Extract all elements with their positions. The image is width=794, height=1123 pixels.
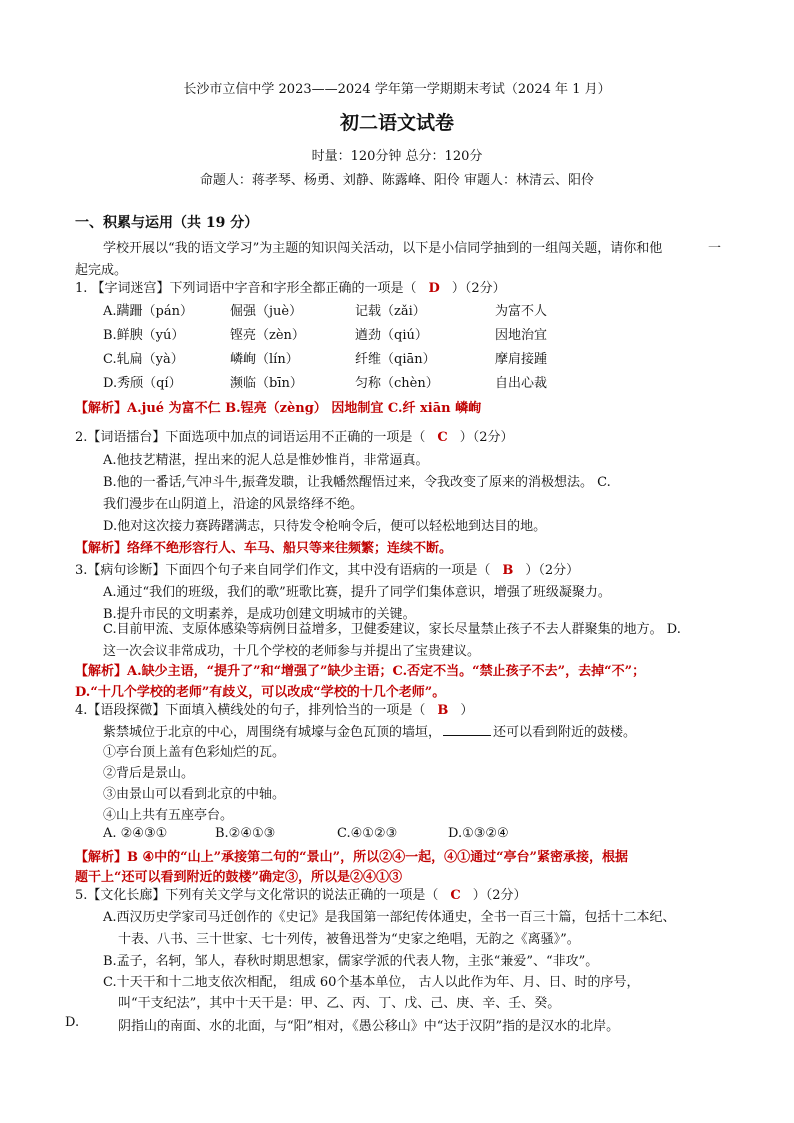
question-3-stem <box>75 559 579 578</box>
page-title: 初二语文试卷 <box>339 112 454 134</box>
question-4-analysis-2: 题干上“还可以看到附近的鼓楼”确定③，所以是②④①③ <box>75 870 402 885</box>
question-1-analysis: 【解析】A.jué 为富不仁 B.锃亮（zèng） 因地制宜 C.纤 xiān 嶙峋 <box>75 401 482 416</box>
section-intro-line1: 学校开展以“我的语文学习”为主题的知识闯关活动，以下是小信同学抽到的一组闯关题，请你和他 <box>103 241 663 256</box>
question-3-analysis-2: D.“十几个学校的老师”有歧义，可以改成“学校的十几个老师”。 <box>75 685 446 700</box>
time-score-line: 时量：120分钟 总分：120分 <box>311 149 483 164</box>
q5-option-b: B.孟子，名轲，邹人，春秋时期思想家，儒家学派的代表人物，主张“兼爱”、“非攻”。 <box>103 954 599 969</box>
q4-sentence-1: ①亭台顶上盖有色彩灿烂的瓦。 <box>103 745 286 760</box>
q1-row-d-col1: D.秀颀（qí） <box>103 376 182 391</box>
q1-row-b-col3: 遒劲（qiú） <box>355 328 428 343</box>
q5-option-a-line2: 十表、八书、三十世家、七十列传，被鲁迅誉为“史家之绝唱，无韵之《离骚》”。 <box>118 932 580 947</box>
question-1-answer: D <box>428 281 440 296</box>
q4-option-a: A. ②④③① <box>103 826 168 841</box>
question-2-stem-post: ）（2分） <box>459 430 514 445</box>
q5-option-a-line1: A.西汉历史学家司马迁创作的《史记》是我国第一部纪传体通史，全书一百三十篇，包括十二本纪、 <box>103 910 676 925</box>
q4-option-b: B.②④①③ <box>215 826 276 841</box>
q1-row-c-col2: 嶙峋（lín） <box>230 352 299 367</box>
section-intro-line2: 起完成。 <box>75 263 128 278</box>
q3-option-a: A.通过“我们的班级，我们的歌”班歌比赛，提升了同学们集体意识，增强了班级凝聚力。 <box>103 585 611 600</box>
q4-sentence-2: ②背后是景山。 <box>103 766 195 781</box>
question-3-stem-pre: 3.【病句诊断】下面四个句子来自同学们作文，其中没有语病的一项是（ <box>75 563 491 578</box>
q4-sentence-4: ④山上共有五座亭台。 <box>103 808 234 823</box>
question-1-stem <box>75 277 506 296</box>
q2-option-b: B.他的一番话,气冲斗牛,振聋发聩，让我幡然醒悟过来，令我改变了原来的消极想法。 C. <box>103 475 611 490</box>
q1-row-d-col4: 自出心裁 <box>495 376 548 391</box>
q1-row-c-col4: 摩肩接踵 <box>495 352 548 367</box>
q1-row-c-col3: 纤维（qiān） <box>355 352 436 367</box>
section-heading: 一、积累与运用（共 19 分） <box>75 215 259 231</box>
q4-sentence-3: ③由景山可以看到北京的中轴。 <box>103 787 286 802</box>
q1-row-b-col2: 铿亮（zèn） <box>230 328 305 343</box>
section-intro-dash: 一 <box>708 241 722 256</box>
q1-row-d-col3: 匀称（chèn） <box>355 376 439 391</box>
q3-option-c: C.目前甲流、支原体感染等病例日益增多，卫健委建议，家长尽量禁止孩子不去人群聚集的地方。 D. <box>103 622 681 637</box>
q5-option-c-line1: C.十天干和十二地支依次相配， 组成 60个基本单位， 古人以此作为年、月、日、时的序号， <box>103 975 640 990</box>
school-exam-line: 长沙市立信中学 2023——2024 学年第一学期期末考试（2024 年 1 月） <box>183 82 611 97</box>
q1-row-b-col4: 因地治宜 <box>495 328 548 343</box>
question-1-stem-pre: 1. 【字词迷宫】下列词语中字音和字形全都正确的一项是（ <box>75 281 417 296</box>
question-5-stem <box>75 884 527 903</box>
q1-row-a-col1: A.蹒跚（pán） <box>103 304 193 319</box>
q5-option-d-text: 阴指山的南面、水的北面，与“阳”相对，《愚公移山》中“达于汉阴”指的是汉水的北岸。 <box>118 1019 620 1034</box>
question-5-answer: C <box>450 888 461 903</box>
question-3-analysis-1: 【解析】A.缺少主语，“提升了”和“增强了”缺少主语；C.否定不当。“禁止孩子不去”，去掉“不”； <box>75 664 646 679</box>
q4-passage-post: 还可以看到附近的鼓楼。 <box>493 725 637 740</box>
q2-option-a: A.他技艺精湛，捏出来的泥人总是惟妙惟肖，非常逼真。 <box>103 453 429 468</box>
question-1-stem-post: ）（2分） <box>451 281 506 296</box>
question-5-stem-pre: 5.【文化长廊】下列有关文学与文化常识的说法正确的一项是（ <box>75 888 439 903</box>
question-4-stem <box>75 699 473 718</box>
q1-row-a-col2: 倔强（juè） <box>230 304 303 319</box>
q4-blank <box>443 723 491 736</box>
question-2-stem-pre: 2.【词语擂台】下面选项中加点的词语运用不正确的一项是（ <box>75 430 426 445</box>
q5-option-d-label: D. <box>65 1015 80 1030</box>
question-2-answer: C <box>437 430 448 445</box>
q3-option-b: B.提升市民的文明素养，是成功创建文明城市的关键。 <box>103 607 416 622</box>
q1-row-a-col4: 为富不人 <box>495 304 548 319</box>
authors-line: 命题人：蒋孝琴、杨勇、刘静、陈露峰、阳伶 审题人：林清云、阳伶 <box>199 173 595 188</box>
question-5-stem-post: ）（2分） <box>472 888 527 903</box>
q4-passage-pre: 紫禁城位于北京的中心，周围绕有城壕与金色瓦顶的墙垣， <box>103 725 442 740</box>
q4-option-c: C.④①②③ <box>337 826 398 841</box>
question-2-analysis: 【解析】络绎不绝形容行人、车马、船只等来往频繁；连续不断。 <box>75 541 453 556</box>
q1-row-a-col3: 记载（zǎi） <box>355 304 426 319</box>
question-3-answer: B <box>502 563 514 578</box>
question-4-answer: B <box>437 703 449 718</box>
q1-row-c-col1: C.轧扁（yà） <box>103 352 184 367</box>
question-4-stem-pre: 4.【语段探微】下面填入横线处的句子，排列恰当的一项是（ <box>75 703 426 718</box>
q1-row-b-col1: B.鲜腴（yú） <box>103 328 185 343</box>
q3-option-d: 这一次会议非常成功，十几个学校的老师参与并提出了宝贵建议。 <box>103 644 481 659</box>
question-4-analysis-1: 【解析】B ④中的“山上”承接第二句的“景山”，所以②④一起，④①通过“亭台”紧密承接，根据 <box>75 850 629 865</box>
question-3-stem-post: ）（2分） <box>525 563 580 578</box>
q4-passage <box>103 721 636 740</box>
question-2-stem <box>75 426 514 445</box>
q2-option-d: D.他对这次接力赛踌躇满志，只待发令枪响令后，便可以轻松地到达目的地。 <box>103 519 547 534</box>
question-4-stem-post: ） <box>460 703 474 718</box>
q5-option-c-line2: 叫“干支纪法”，其中十天干是：甲、乙、丙、丁、戊、己、庚、辛、壬、癸。 <box>118 996 561 1011</box>
q1-row-d-col2: 濒临（bīn） <box>230 376 303 391</box>
q4-option-d: D.①③②④ <box>448 826 509 841</box>
q2-option-c: 我们漫步在山阴道上，沿途的风景络绎不绝。 <box>103 497 364 512</box>
